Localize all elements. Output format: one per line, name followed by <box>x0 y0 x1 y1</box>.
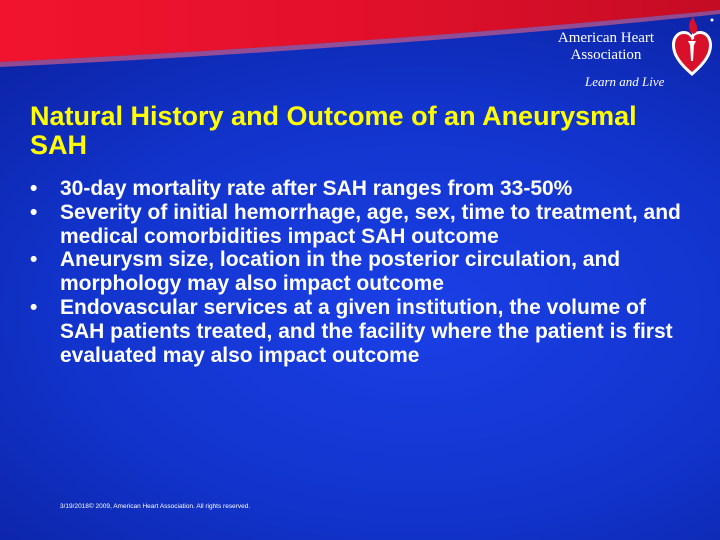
bullet-text: 30-day mortality rate after SAH ranges from 33-50% <box>60 177 573 200</box>
logo-wordmark <box>545 30 667 64</box>
bullet-item <box>30 177 690 201</box>
heart-torch-icon <box>669 14 715 78</box>
bullet-text: Aneurysm size, location in the posterior circulation, and morphology may also impact outcome <box>60 248 621 296</box>
bullet-item <box>30 296 690 367</box>
slide-footer: 3/19/2018© 2009, American Heart Association. All rights reserved. <box>60 503 251 510</box>
slide-title: Natural History and Outcome of an Aneurysmal SAH <box>30 101 637 160</box>
logo-tagline: Learn and Live <box>585 74 665 89</box>
logo-name-line2: Association <box>570 47 642 63</box>
bullet-dot-icon: • <box>30 177 38 200</box>
bullet-list <box>30 177 690 367</box>
bullet-item <box>30 248 690 296</box>
bullet-dot-icon: • <box>30 295 38 319</box>
bullet-text: Endovascular services at a given institution, the volume of SAH patients treated, and the facility where the patient is first evaluated may also impact outcome <box>60 295 673 367</box>
bullet-dot-icon: • <box>30 248 38 272</box>
bullet-text: Severity of initial hemorrhage, age, sex, time to treatment, and medical comorbidities impact SAH outcome <box>60 200 681 248</box>
bullet-dot-icon: • <box>30 200 38 224</box>
logo-name-line1: American Heart <box>557 30 655 46</box>
aha-logo[interactable] <box>545 14 715 94</box>
bullet-item <box>30 201 690 249</box>
